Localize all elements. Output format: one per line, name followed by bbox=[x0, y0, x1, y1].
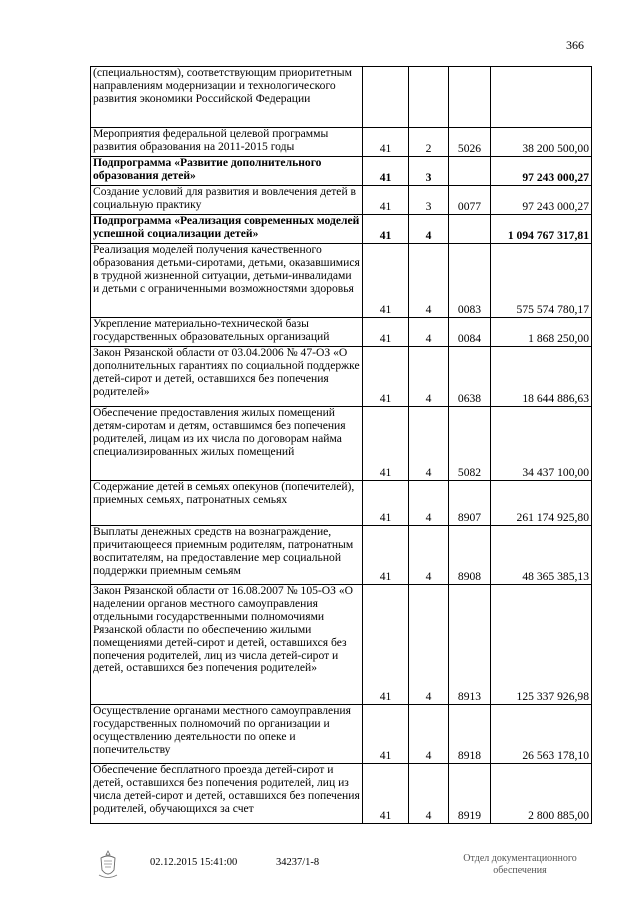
row-code-3: 0077 bbox=[449, 186, 491, 215]
table-row bbox=[91, 318, 592, 347]
row-amount: 26 563 178,10 bbox=[491, 705, 592, 764]
row-amount: 575 574 780,17 bbox=[491, 244, 592, 318]
row-description: Обеспечение предоставления жилых помещений детям-сиротам и детям, оставшимся без попечения родителей, лицам из их числа по договорам найма специализированных жилых помещений bbox=[91, 407, 363, 481]
table-row bbox=[91, 481, 592, 526]
table-row bbox=[91, 244, 592, 318]
table-row-subprogram bbox=[91, 157, 592, 186]
row-code-3: 8918 bbox=[449, 705, 491, 764]
row-code-1: 41 bbox=[363, 244, 409, 318]
row-code-3: 0638 bbox=[449, 347, 491, 407]
row-code-1: 41 bbox=[363, 526, 409, 585]
page-number: 366 bbox=[566, 38, 584, 52]
row-code-1 bbox=[363, 67, 409, 128]
table-row bbox=[91, 705, 592, 764]
row-amount: 261 174 925,80 bbox=[491, 481, 592, 526]
row-description: (специальностям), соответствующим приоритетным направлениям модернизации и технологического развития экономики Российской Федерации bbox=[91, 67, 363, 128]
row-code-3: 8913 bbox=[449, 585, 491, 705]
row-code-2: 3 bbox=[409, 186, 449, 215]
row-description: Создание условий для развития и вовлечения детей в социальную практику bbox=[91, 186, 363, 215]
row-code-2: 4 bbox=[409, 526, 449, 585]
table-row bbox=[91, 526, 592, 585]
row-amount: 48 365 385,13 bbox=[491, 526, 592, 585]
row-code-3: 8919 bbox=[449, 764, 491, 824]
row-code-1: 41 bbox=[363, 407, 409, 481]
row-code-1: 41 bbox=[363, 705, 409, 764]
row-amount: 38 200 500,00 bbox=[491, 128, 592, 157]
row-code-1: 41 bbox=[363, 318, 409, 347]
row-code-2: 4 bbox=[409, 244, 449, 318]
row-description: Укрепление материально-технической базы государственных образовательных организаций bbox=[91, 318, 363, 347]
row-code-3: 8907 bbox=[449, 481, 491, 526]
table-row bbox=[91, 407, 592, 481]
row-amount: 1 868 250,00 bbox=[491, 318, 592, 347]
table-row bbox=[91, 67, 592, 128]
row-code-2: 4 bbox=[409, 407, 449, 481]
row-code-2: 4 bbox=[409, 585, 449, 705]
row-code-2: 4 bbox=[409, 347, 449, 407]
row-code-1: 41 bbox=[363, 764, 409, 824]
row-description: Содержание детей в семьях опекунов (попечителей), приемных семьях, патронатных семьях bbox=[91, 481, 363, 526]
row-code-1: 41 bbox=[363, 128, 409, 157]
row-code-2: 2 bbox=[409, 128, 449, 157]
table-row-subprogram bbox=[91, 215, 592, 244]
row-code-2 bbox=[409, 67, 449, 128]
row-description: Подпрограмма «Реализация современных моделей успешной социализации детей» bbox=[91, 215, 363, 244]
row-code-1: 41 bbox=[363, 215, 409, 244]
row-amount: 2 800 885,00 bbox=[491, 764, 592, 824]
row-description: Закон Рязанской области от 16.08.2007 № 105-ОЗ «О наделении органов местного самоуправления отдельными государственными полномочиями Рязанской области по обеспечению жилыми помещениями детей-сирот и детей, оставшихся без попечения родителей, лиц из числа детей-сирот и детей, оставшихся без попечения родителей» bbox=[91, 585, 363, 705]
row-code-1: 41 bbox=[363, 157, 409, 186]
row-amount: 97 243 000,27 bbox=[491, 186, 592, 215]
row-amount: 1 094 767 317,81 bbox=[491, 215, 592, 244]
row-description: Обеспечение бесплатного проезда детей-сирот и детей, оставшихся без попечения родителей, лиц из числа детей-сирот и детей, оставшихся без попечения родителей, обучающихся за счет bbox=[91, 764, 363, 824]
table-row bbox=[91, 764, 592, 824]
row-code-2: 4 bbox=[409, 318, 449, 347]
row-amount: 18 644 886,63 bbox=[491, 347, 592, 407]
row-code-1: 41 bbox=[363, 186, 409, 215]
row-code-3 bbox=[449, 215, 491, 244]
row-code-3 bbox=[449, 67, 491, 128]
row-code-2: 4 bbox=[409, 705, 449, 764]
coat-of-arms-icon bbox=[97, 850, 119, 880]
row-description: Осуществление органами местного самоуправления государственных полномочий по организации и осуществлению деятельности по опеке и попечительству bbox=[91, 705, 363, 764]
row-description: Подпрограмма «Развитие дополнительного образования детей» bbox=[91, 157, 363, 186]
row-code-3: 5026 bbox=[449, 128, 491, 157]
footer-document-number: 34237/1-8 bbox=[276, 857, 320, 868]
budget-table bbox=[90, 66, 592, 824]
row-description: Выплаты денежных средств на вознаграждение, причитающееся приемным родителям, патронатным воспитателям, на предоставление мер социальной поддержки приемным семьям bbox=[91, 526, 363, 585]
row-description: Мероприятия федеральной целевой программы развития образования на 2011-2015 годы bbox=[91, 128, 363, 157]
row-code-2: 4 bbox=[409, 215, 449, 244]
row-code-1: 41 bbox=[363, 481, 409, 526]
row-code-1: 41 bbox=[363, 585, 409, 705]
row-code-3: 0084 bbox=[449, 318, 491, 347]
row-code-3: 0083 bbox=[449, 244, 491, 318]
row-code-1: 41 bbox=[363, 347, 409, 407]
table-row bbox=[91, 128, 592, 157]
row-amount bbox=[491, 67, 592, 128]
row-code-3: 5082 bbox=[449, 407, 491, 481]
row-description: Закон Рязанской области от 03.04.2006 № 47-ОЗ «О дополнительных гарантиях по социальной поддержке детей-сирот и детей, оставшихся без попечения родителей» bbox=[91, 347, 363, 407]
row-code-2: 4 bbox=[409, 764, 449, 824]
row-code-3: 8908 bbox=[449, 526, 491, 585]
row-code-2: 4 bbox=[409, 481, 449, 526]
row-code-2: 3 bbox=[409, 157, 449, 186]
row-code-3 bbox=[449, 157, 491, 186]
table-row bbox=[91, 347, 592, 407]
row-amount: 125 337 926,98 bbox=[491, 585, 592, 705]
row-description: Реализация моделей получения качественного образования детьми-сиротами, детьми, оказавшимися в трудной жизненной ситуации, детьми-инвалидами и детьми с ограниченными возможностями здоровья bbox=[91, 244, 363, 318]
row-amount: 97 243 000,27 bbox=[491, 157, 592, 186]
table-row bbox=[91, 186, 592, 215]
footer-datetime: 02.12.2015 15:41:00 bbox=[150, 857, 238, 868]
row-amount: 34 437 100,00 bbox=[491, 407, 592, 481]
footer-department-stamp: Отдел документационного обеспечения bbox=[463, 853, 577, 876]
table-row bbox=[91, 585, 592, 705]
